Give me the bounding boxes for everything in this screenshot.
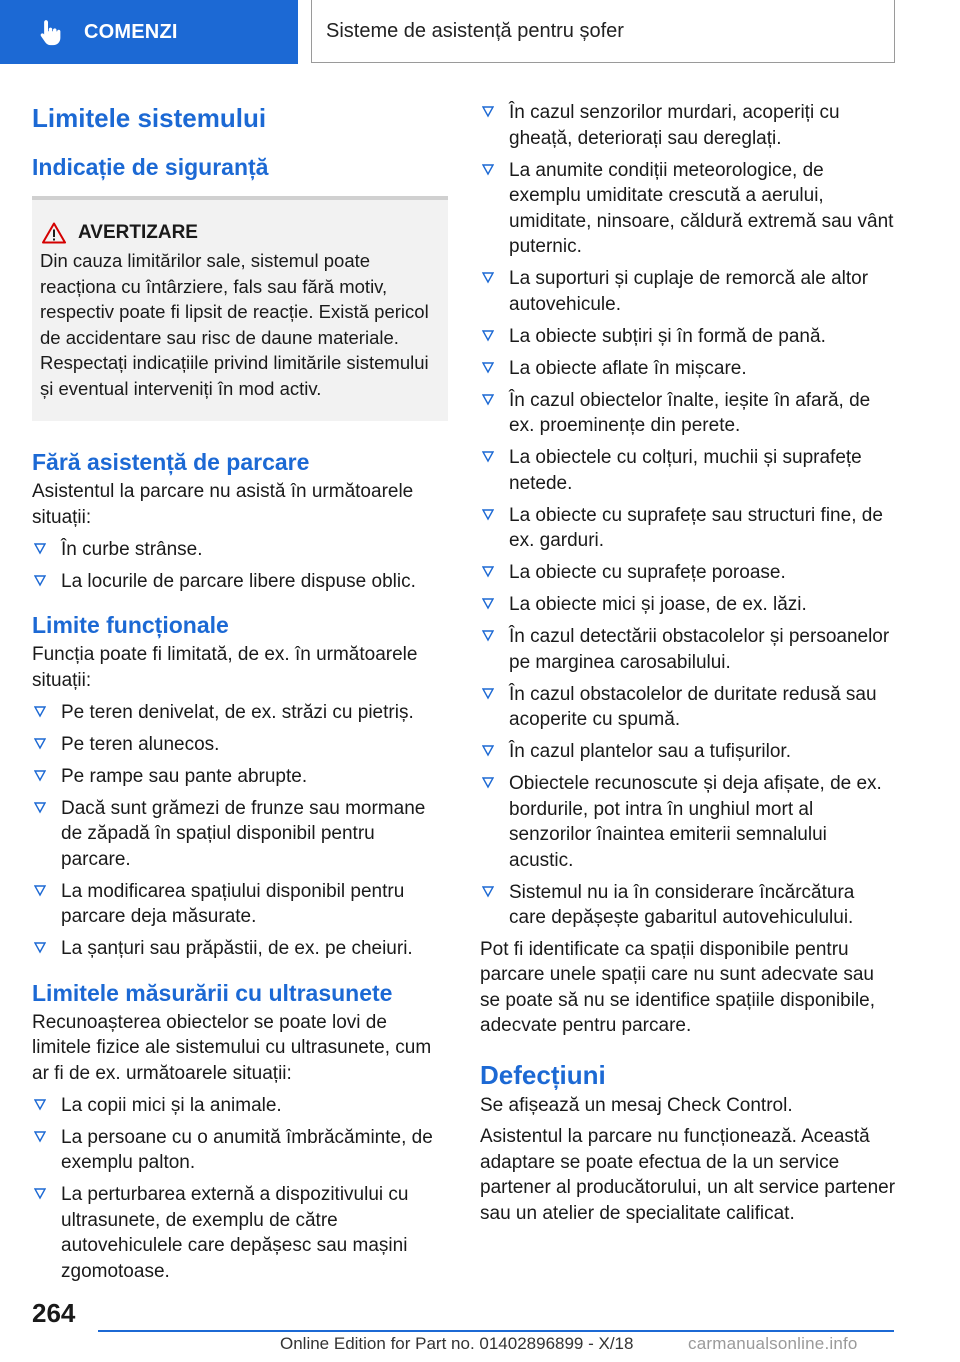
watermark-text: carmanualsonline.info	[688, 1334, 858, 1353]
list-item: În cazul obstacolelor de duritate redusă sau acoperite cu spumă.	[480, 682, 896, 733]
bullet-triangle-icon	[482, 451, 494, 463]
left-column	[32, 98, 448, 1284]
footer-divider	[98, 1330, 894, 1332]
bullet-triangle-icon	[482, 330, 494, 342]
bullet-triangle-icon	[34, 942, 46, 954]
list-item: În cazul obiectelor înalte, ieșite în afară, de ex. proeminențe din perete.	[480, 388, 896, 439]
list-item: La obiecte aflate în mișcare.	[480, 356, 896, 382]
list-item: La copii mici și la animale.	[32, 1093, 448, 1119]
warning-box	[32, 196, 448, 421]
list-item: La persoane cu o anumită îmbrăcăminte, de exemplu palton.	[32, 1125, 448, 1176]
list-item: În cazul senzorilor murdari, acoperiți cu gheață, deteriorați sau dereglați.	[480, 100, 896, 151]
func-limits-list	[32, 700, 448, 962]
safety-heading: Indicație de siguranță	[32, 154, 269, 180]
list-item: Dacă sunt grămezi de frunze sau mormane de zăpadă în spațiul disponibil pentru parcare.	[32, 796, 448, 873]
warning-title-row	[40, 220, 440, 246]
list-item: Obiectele recunoscute și deja afișate, de ex. bordurile, pot intra în unghiul mort al senzorilor înaintea emiterii semnalului acustic.	[480, 771, 896, 873]
section-label: COMENZI	[84, 20, 178, 43]
list-item: La obiectele cu colțuri, muchii și suprafețe netede.	[480, 445, 896, 496]
ultrasound-intro: Recunoașterea obiectelor se poate lovi de limitele fizice ale sistemului cu ultrasunete, cum ar fi de ex. următoarele situații:	[32, 1011, 432, 1084]
hand-pointer-icon	[36, 17, 66, 47]
list-item: Sistemul nu ia în considerare încărcătura care depășește gabaritul autovehiculului.	[480, 880, 896, 931]
no-assist-heading: Fără asistență de parcare	[32, 449, 310, 475]
bullet-triangle-icon	[482, 509, 494, 521]
bullet-triangle-icon	[482, 394, 494, 406]
bullet-triangle-icon	[34, 738, 46, 750]
list-item: La anumite condiții meteorologice, de exemplu umiditate crescută a aerului, umiditate, ninsoare, căldură extremă sau vânt puternic.	[480, 158, 896, 260]
bullet-triangle-icon	[482, 777, 494, 789]
no-assist-list	[32, 537, 448, 595]
list-item: La modificarea spațiului disponibil pentru parcare deja măsurate.	[32, 879, 448, 930]
list-item: La perturbarea externă a dispozitivului cu ultrasunete, de exemplu de către autovehiculele care depășesc sau mașini zgomotoase.	[32, 1182, 448, 1284]
list-item: La locurile de parcare libere dispuse oblic.	[32, 569, 448, 595]
func-limits-intro: Funcția poate fi limitată, de ex. în următoarele situații:	[32, 644, 418, 691]
list-item: Pe teren alunecos.	[32, 732, 448, 758]
list-item: Pe teren denivelat, de ex. străzi cu pietriș.	[32, 700, 448, 726]
bullet-triangle-icon	[482, 886, 494, 898]
list-item: La suporturi și cuplaje de remorcă ale altor autovehicule.	[480, 266, 896, 317]
bullet-triangle-icon	[482, 598, 494, 610]
list-item: La obiecte cu suprafețe poroase.	[480, 560, 896, 586]
warning-title: AVERTIZARE	[78, 222, 198, 243]
list-item: În cazul plantelor sau a tufișurilor.	[480, 739, 896, 765]
bullet-triangle-icon	[34, 1099, 46, 1111]
chapter-title: Sisteme de asistență pentru șofer	[326, 19, 624, 42]
bullet-triangle-icon	[34, 1131, 46, 1143]
bullet-triangle-icon	[34, 802, 46, 814]
outro-paragraph: Pot fi identificate ca spații disponibile pentru parcare unele spații care nu sunt adecvate sau se poate să nu se identifice spațiile disponibile, adecvate pentru parcare.	[480, 938, 876, 1036]
bullet-triangle-icon	[482, 566, 494, 578]
list-item: La șanțuri sau prăpăstii, de ex. pe cheiuri.	[32, 936, 448, 962]
ultrasound-heading: Limitele măsurării cu ultrasunete	[32, 979, 393, 1006]
section-tab[interactable]	[0, 0, 298, 64]
bullet-triangle-icon	[482, 106, 494, 118]
bullet-triangle-icon	[34, 543, 46, 555]
warning-triangle-icon	[42, 222, 66, 244]
bullet-triangle-icon	[34, 706, 46, 718]
bullet-triangle-icon	[34, 575, 46, 587]
chapter-tab[interactable]	[311, 0, 895, 63]
bullet-triangle-icon	[34, 770, 46, 782]
list-item: La obiecte cu suprafețe sau structuri fine, de ex. garduri.	[480, 503, 896, 554]
bullet-triangle-icon	[34, 1188, 46, 1200]
edition-text: Online Edition for Part no. 01402896899 - X/18	[280, 1334, 634, 1353]
bullet-triangle-icon	[482, 688, 494, 700]
bullet-triangle-icon	[482, 164, 494, 176]
faults-check-control: Se afișează un mesaj Check Control.	[480, 1094, 793, 1116]
list-item: În cazul detectării obstacolelor și persoanelor pe marginea carosabilului.	[480, 624, 896, 675]
list-item: La obiecte subțiri și în formă de pană.	[480, 324, 896, 350]
warning-text: Din cauza limitărilor sale, sistemul poate reacționa cu întârziere, fals sau fără motiv, respectiv poate fi lipsit de reacție. Există pericol de accidentare sau risc de daune materiale. Respectați indicațiile privind limitările sistemului și eventual interveniți în mod activ.	[40, 250, 429, 399]
list-item: La obiecte mici și joase, de ex. lăzi.	[480, 592, 896, 618]
bullet-triangle-icon	[34, 885, 46, 897]
no-assist-intro: Asistentul la parcare nu asistă în următoarele situații:	[32, 481, 414, 528]
faults-heading: Defecțiuni	[480, 1059, 606, 1090]
right-column	[480, 100, 896, 1226]
bullet-triangle-icon	[482, 745, 494, 757]
faults-description: Asistentul la parcare nu funcționează. Această adaptare se poate efectua de la un service partener al producătorului, un alt service partener sau un atelier de specialitate calificat.	[480, 1126, 896, 1224]
bullet-triangle-icon	[482, 630, 494, 642]
list-item: Pe rampe sau pante abrupte.	[32, 764, 448, 790]
page-title: Limitele sistemului	[32, 103, 267, 133]
ultrasound-list	[32, 1093, 448, 1285]
bullet-triangle-icon	[482, 362, 494, 374]
page-header	[0, 0, 960, 66]
bullet-triangle-icon	[482, 272, 494, 284]
list-item: În curbe strânse.	[32, 537, 448, 563]
page-number: 264	[32, 1298, 76, 1328]
func-limits-heading: Limite funcționale	[32, 612, 229, 638]
ultrasound-list-continued	[480, 100, 896, 931]
